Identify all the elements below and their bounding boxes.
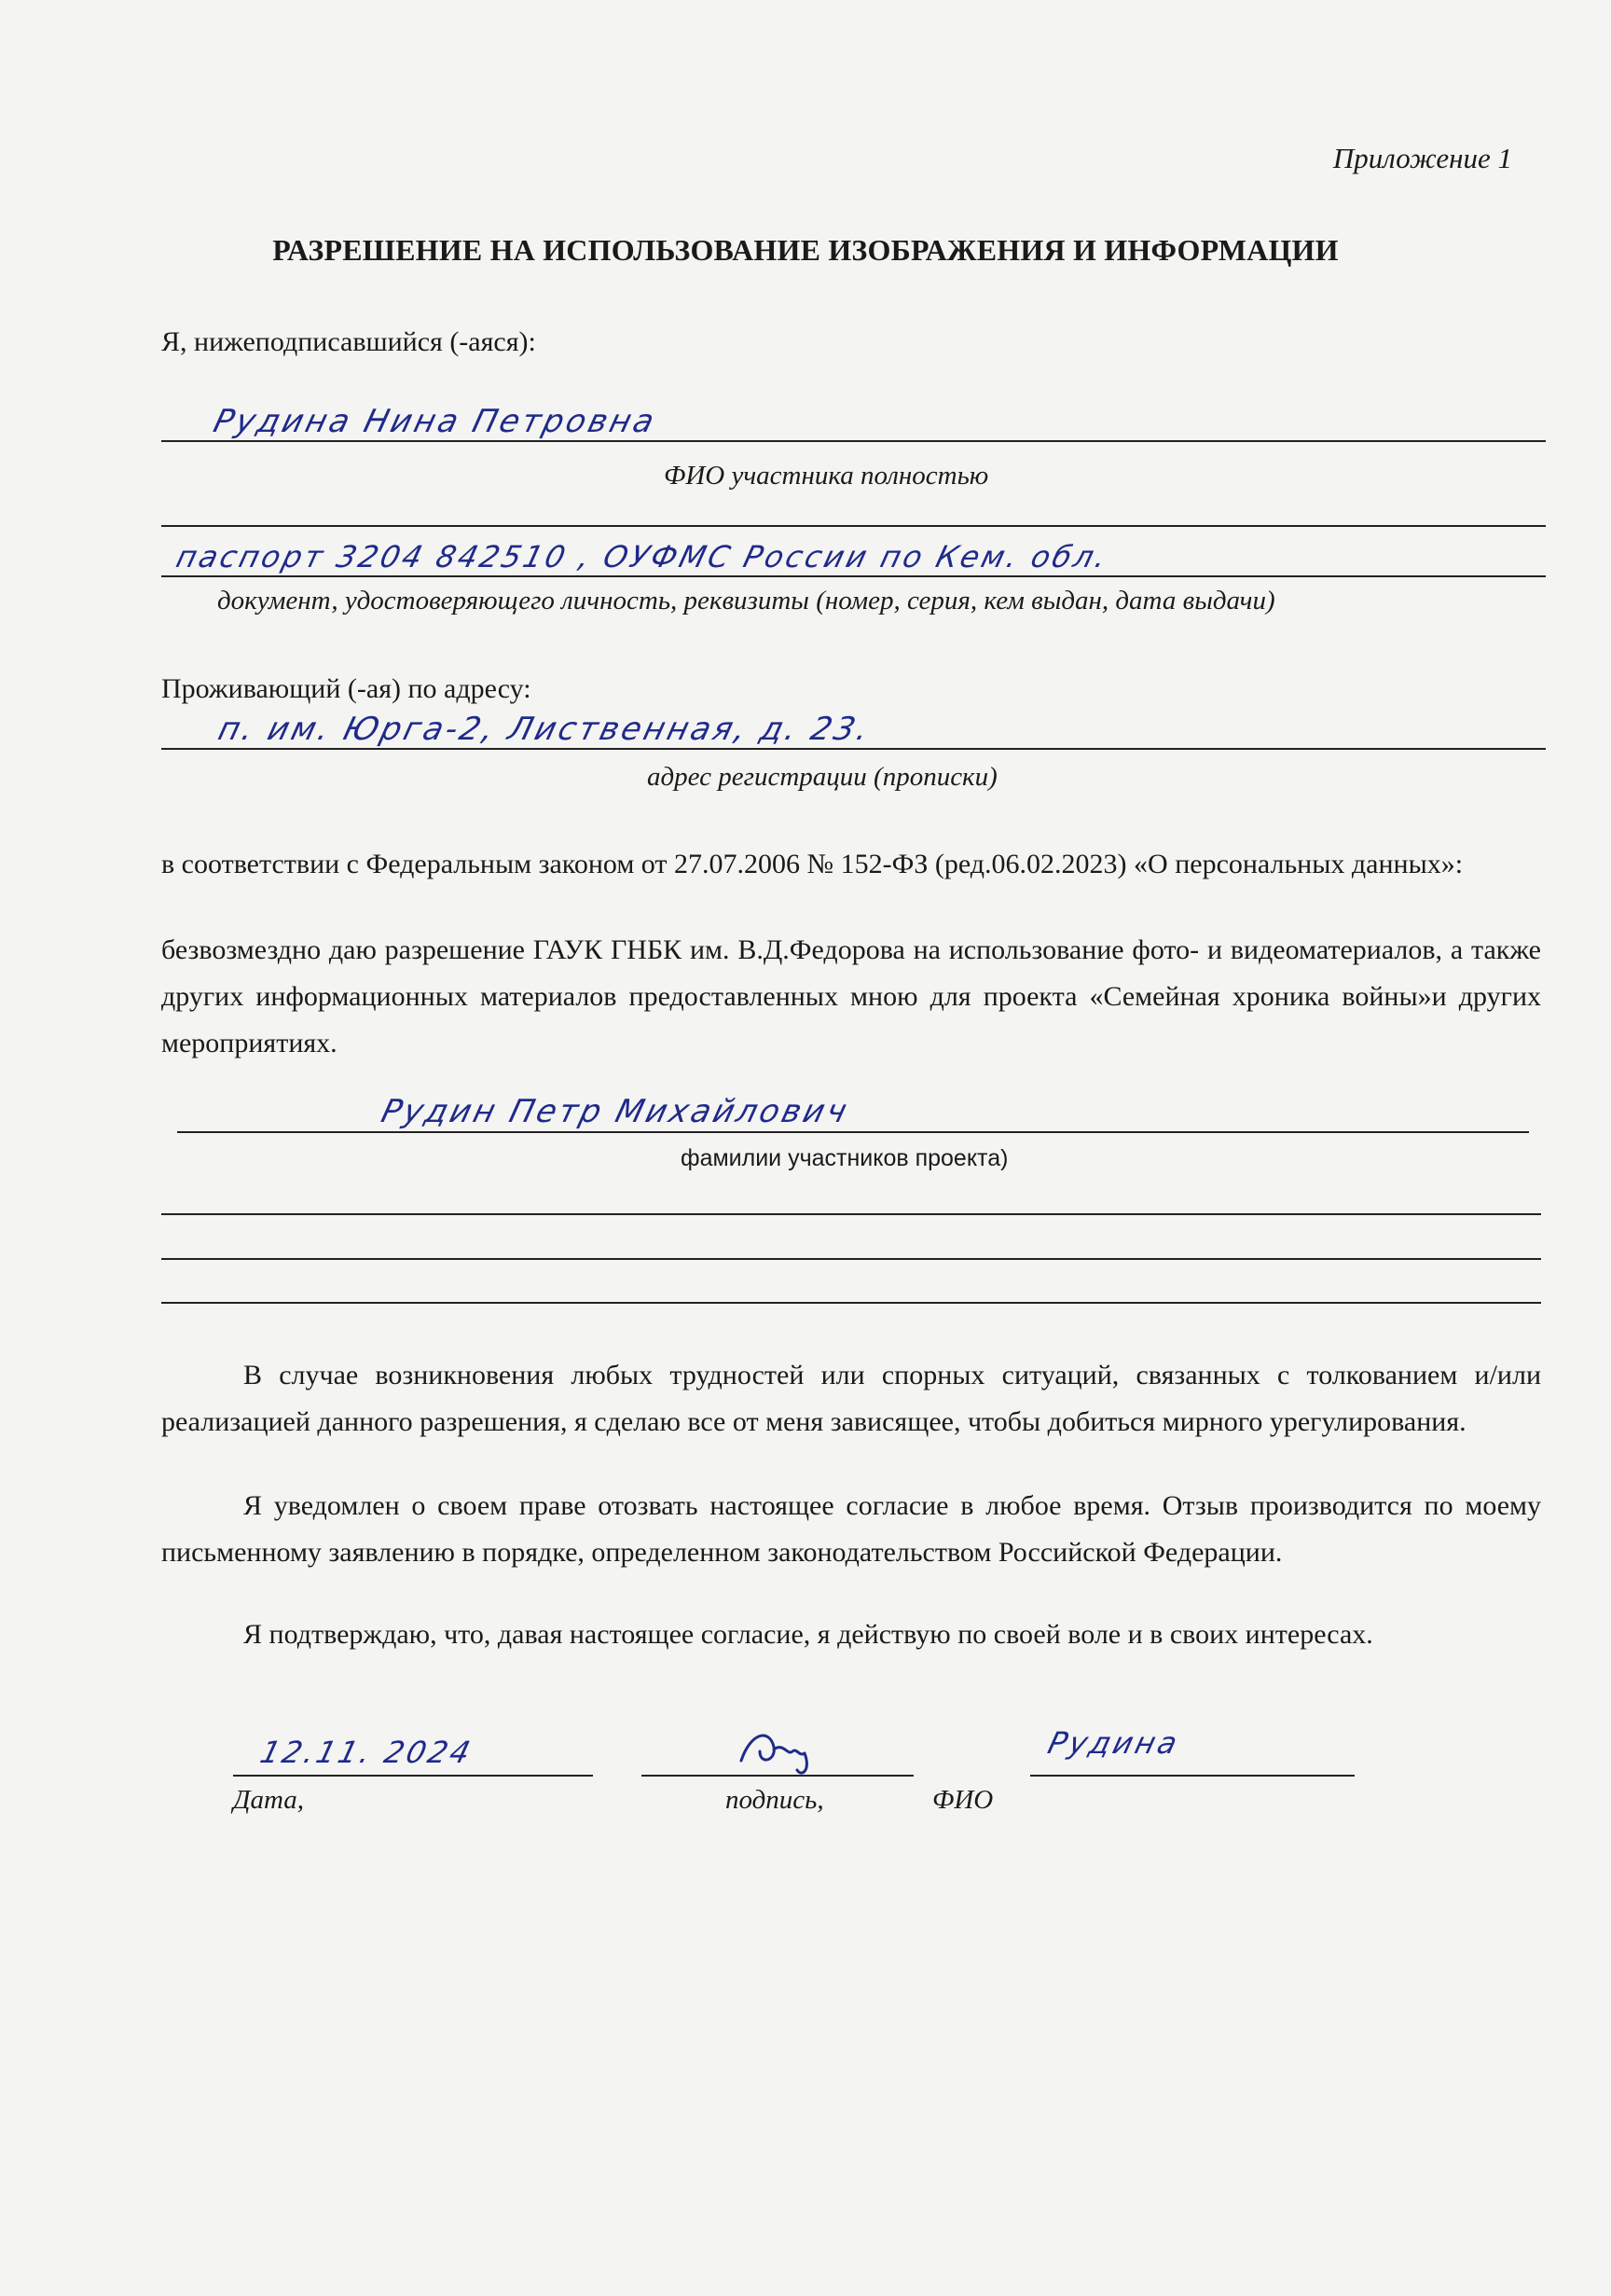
participants-line-2 bbox=[161, 1213, 1541, 1215]
document-handwritten[interactable]: паспорт 3204 842510 , ОУФМС России по Кем. обл. bbox=[172, 539, 1113, 574]
date-line bbox=[233, 1775, 593, 1777]
annex-label: Приложение 1 bbox=[1332, 142, 1512, 174]
fio-signature-label: ФИО bbox=[932, 1785, 994, 1815]
document-label: документ, удостоверяющего личность, реквизиты (номер, серия, кем выдан, дата выдачи) bbox=[217, 586, 1275, 615]
permission-paragraph: безвозмездно даю разрешение ГАУК ГНБК им. В.Д.Федорова на использование фото- и видеоматериалов, а также других информационных материалов предоставленных мною для проекта «Семейная хроника войны»и других мероприятиях. bbox=[161, 934, 1541, 1058]
confirmation-paragraph: Я подтверждаю, что, давая настоящее согласие, я действую по своей воле и в своих интересах. bbox=[243, 1619, 1373, 1650]
address-handwritten[interactable]: п. им. Юрга-2, Лиственная, д. 23. bbox=[214, 711, 875, 748]
fio-label: ФИО участника полностью bbox=[664, 461, 989, 491]
signature-label: подпись, bbox=[725, 1785, 824, 1815]
address-intro: Проживающий (-ая) по адресу: bbox=[161, 673, 531, 704]
address-label: адрес регистрации (прописки) bbox=[647, 762, 998, 792]
fio-line bbox=[161, 440, 1546, 442]
revocation-paragraph: Я уведомлен о своем праве отозвать настоящее согласие в любое время. Отзыв производится по моему письменному заявлению в порядке, определенном законодательством Российской Федерации. bbox=[161, 1490, 1541, 1568]
participants-handwritten[interactable]: Рудин Петр Михайлович bbox=[378, 1093, 854, 1130]
fio-handwritten[interactable]: Рудина Нина Петровна bbox=[210, 403, 661, 440]
intro-text: Я, нижеподписавшийся (-аяся): bbox=[161, 326, 536, 357]
participants-line bbox=[177, 1131, 1529, 1133]
fio-signature-line bbox=[1030, 1775, 1355, 1777]
address-line bbox=[161, 748, 1546, 750]
date-handwritten[interactable]: 12.11. 2024 bbox=[256, 1735, 477, 1770]
dispute-paragraph: В случае возникновения любых трудностей или спорных ситуаций, связанных с толкованием и/или реализацией данного разрешения, я сделаю все от меня зависящее, чтобы добиться мирного урегулирования. bbox=[161, 1360, 1541, 1437]
date-label: Дата, bbox=[233, 1785, 304, 1815]
participants-line-3 bbox=[161, 1258, 1541, 1260]
document-title: РАЗРЕШЕНИЕ НА ИСПОЛЬЗОВАНИЕ ИЗОБРАЖЕНИЯ И ИНФОРМАЦИИ bbox=[272, 233, 1339, 267]
participants-label: фамилии участников проекта) bbox=[681, 1145, 1009, 1171]
signature-line bbox=[641, 1775, 914, 1777]
document-line-2 bbox=[161, 575, 1546, 577]
law-paragraph: в соответствии с Федеральным законом от 27.07.2006 № 152-ФЗ (ред.06.02.2023) «О персональных данных»: bbox=[161, 849, 1464, 879]
fio-signature-handwritten[interactable]: Рудина bbox=[1044, 1725, 1184, 1761]
document-line-1 bbox=[161, 525, 1546, 527]
signature-mark[interactable] bbox=[732, 1723, 834, 1779]
participants-line-4 bbox=[161, 1302, 1541, 1304]
